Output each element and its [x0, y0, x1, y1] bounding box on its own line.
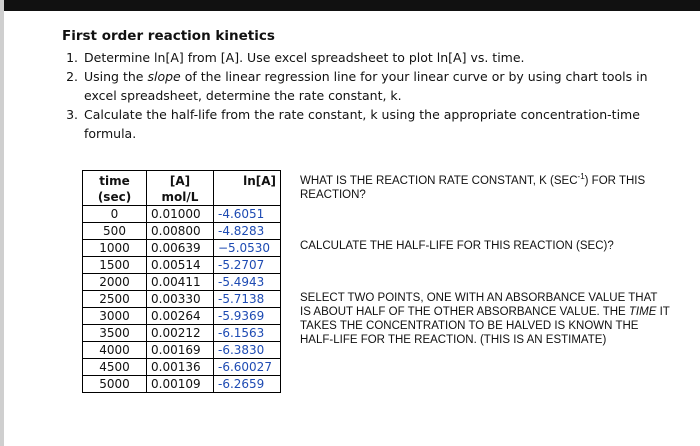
cell-ln: -6.60027: [214, 359, 281, 376]
table-row: [83, 308, 281, 325]
table-row: [83, 342, 281, 359]
step-2-text-a: Using the: [84, 69, 148, 84]
q3-time-emphasis: TIME: [628, 306, 657, 318]
cell-time: 1500: [83, 257, 147, 274]
cell-ln: -5.7138: [214, 291, 281, 308]
cell-time: 5000: [83, 376, 147, 393]
cell-time: 1000: [83, 240, 147, 257]
cell-concentration: 0.00136: [147, 359, 214, 376]
table-row: [83, 291, 281, 308]
q3-text-a: SELECT TWO POINTS, ONE WITH AN ABSORBANCE VALUE THAT IS ABOUT HALF OF THE OTHER ABSORBANCE VALUE. THE: [300, 292, 658, 318]
left-frame-edge: [0, 0, 4, 446]
instructions-section: [62, 28, 682, 143]
top-frame-bar: [0, 0, 700, 11]
cell-ln: -5.2707: [214, 257, 281, 274]
page-title: First order reaction kinetics: [62, 28, 275, 44]
cell-ln: -4.6051: [214, 206, 281, 223]
table-row: [83, 376, 281, 393]
cell-ln: −5.0530: [214, 240, 281, 257]
cell-concentration: 0.00264: [147, 308, 214, 325]
table-row: [83, 206, 281, 223]
table-row: [83, 223, 281, 240]
header-time-line2: (sec): [97, 190, 132, 204]
cell-time: 2500: [83, 291, 147, 308]
q1-superscript: -1: [577, 172, 585, 181]
cell-concentration: 0.00330: [147, 291, 214, 308]
table-row: [83, 240, 281, 257]
cell-time: 500: [83, 223, 147, 240]
q1-text-a: WHAT IS THE REACTION RATE CONSTANT, K (SEC: [300, 174, 578, 187]
header-conc-line2: mol/L: [161, 190, 199, 204]
cell-time: 0: [83, 206, 147, 223]
cell-concentration: 0.00514: [147, 257, 214, 274]
cell-time: 3000: [83, 308, 147, 325]
table-row: [83, 359, 281, 376]
question-half-life: CALCULATE THE HALF-LIFE FOR THIS REACTION (SEC)?: [300, 240, 614, 252]
step-2: [82, 67, 682, 105]
q1-text-b: ) FOR THIS REACTION?: [300, 174, 646, 201]
step-2-slope-emphasis: slope: [147, 69, 181, 84]
q3-text-b: IT TAKES THE CONCENTRATION TO BE HALVED IS KNOWN THE HALF-LIFE FOR THE REACTION. (THIS IS AN ESTIMATE): [300, 306, 670, 346]
cell-concentration: 0.00169: [147, 342, 214, 359]
cell-concentration: 0.00109: [147, 376, 214, 393]
cell-concentration: 0.00411: [147, 274, 214, 291]
header-time-line1: time: [99, 174, 130, 188]
step-3: 3. Calculate the half-life from the rate constant, k using the appropriate concentration-time formula.: [82, 105, 682, 143]
cell-time: 4500: [83, 359, 147, 376]
table-row: [83, 257, 281, 274]
cell-concentration: 0.00800: [147, 223, 214, 240]
table-header-row: [83, 171, 281, 206]
cell-ln: -5.9369: [214, 308, 281, 325]
step-2-text-b: of the linear regression line for your linear curve or by using chart tools in excel spreadsheet, determine the rate constant, k.: [84, 69, 648, 103]
header-time: [83, 171, 147, 206]
cell-ln: -6.3830: [214, 342, 281, 359]
question-rate-constant: [300, 170, 680, 202]
table-row: [83, 274, 281, 291]
table-body: [83, 206, 281, 393]
cell-time: 3500: [83, 325, 147, 342]
steps-list: [62, 48, 682, 143]
cell-ln: -6.1563: [214, 325, 281, 342]
step-1: 1. Determine ln[A] from [A]. Use excel spreadsheet to plot ln[A] vs. time.: [82, 48, 682, 67]
cell-time: 2000: [83, 274, 147, 291]
cell-ln: -6.2659: [214, 376, 281, 393]
cell-concentration: 0.01000: [147, 206, 214, 223]
concentration-table: [82, 170, 281, 393]
cell-time: 4000: [83, 342, 147, 359]
header-conc-line1: [A]: [169, 174, 191, 188]
table-row: [83, 325, 281, 342]
header-ln: ln[A]: [214, 171, 281, 206]
cell-ln: -4.8283: [214, 223, 281, 240]
header-concentration: [147, 171, 214, 206]
cell-concentration: 0.00212: [147, 325, 214, 342]
cell-concentration: 0.00639: [147, 240, 214, 257]
cell-ln: -5.4943: [214, 274, 281, 291]
question-estimate: [300, 291, 670, 347]
